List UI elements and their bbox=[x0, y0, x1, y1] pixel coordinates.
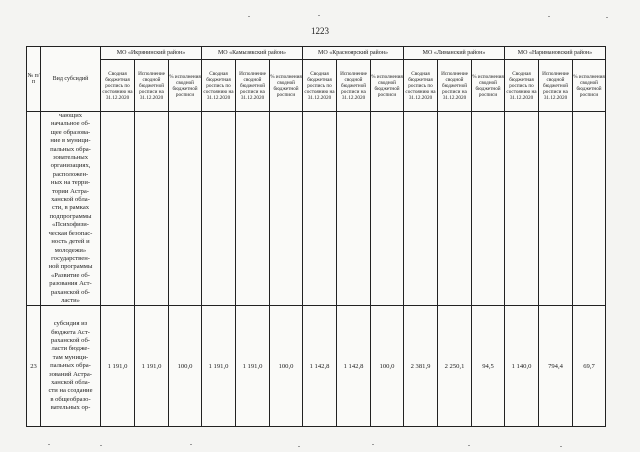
group-header: МО «Лиманский район» bbox=[404, 47, 505, 60]
value-cell: 1 191,0 bbox=[236, 306, 270, 427]
speckle bbox=[560, 446, 562, 447]
value-cell bbox=[101, 112, 135, 306]
sub-header: Сводная бюджетная роспись по состоянию на 31.12.2020 bbox=[505, 60, 539, 112]
value-cell bbox=[337, 112, 371, 306]
sub-header: Исполнение сводной бюджетной росписи на 31.12.2020 bbox=[135, 60, 169, 112]
sub-header: % исполнения сводной бюджетной росписи bbox=[169, 60, 202, 112]
description-line: ческая безопас- bbox=[48, 229, 93, 237]
speckle bbox=[298, 446, 300, 447]
value-cell: 1 142,8 bbox=[303, 306, 337, 427]
value-cell bbox=[236, 112, 270, 306]
description-line: зовательных bbox=[52, 154, 88, 162]
description-line: организациях, bbox=[50, 162, 91, 170]
description-line: ласти» bbox=[61, 296, 80, 304]
value-cell bbox=[438, 112, 472, 306]
description-line: молодежи» bbox=[54, 246, 87, 254]
description-line: ной программы bbox=[48, 263, 93, 271]
row-number bbox=[27, 112, 41, 306]
group-header: МО «Икрянинский район» bbox=[101, 47, 202, 60]
description-line: начальное об- bbox=[50, 120, 91, 128]
description-line: тории Астра- bbox=[52, 187, 89, 195]
speckle bbox=[248, 16, 250, 17]
description-line: зований Астра- bbox=[49, 370, 92, 378]
subsidy-description bbox=[41, 112, 101, 306]
value-cell bbox=[539, 112, 573, 306]
value-cell: 1 191,0 bbox=[202, 306, 236, 427]
description-line: разования Аст- bbox=[49, 280, 92, 288]
sub-header: Сводная бюджетная роспись по состоянию на 31.12.2020 bbox=[303, 60, 337, 112]
description-line: пальных обра- bbox=[50, 362, 91, 370]
speckle bbox=[468, 445, 470, 446]
sub-header: Исполнение сводной бюджетной росписи на 31.12.2020 bbox=[337, 60, 371, 112]
value-cell: 100,0 bbox=[270, 306, 303, 427]
value-cell: 794,4 bbox=[539, 306, 573, 427]
description-line: бюджета Аст- bbox=[51, 328, 90, 336]
col-type-header: Вид субсидий bbox=[41, 47, 101, 112]
value-cell: 2 250,1 bbox=[438, 306, 472, 427]
value-cell: 1 191,0 bbox=[135, 306, 169, 427]
value-cell: 100,0 bbox=[371, 306, 404, 427]
description-line: пальных обра- bbox=[50, 145, 91, 153]
value-cell: 1 191,0 bbox=[101, 306, 135, 427]
sub-header: % исполнения сводной бюджетной росписи bbox=[472, 60, 505, 112]
value-cell: 1 140,0 bbox=[505, 306, 539, 427]
description-line: ных на терри- bbox=[50, 179, 91, 187]
page-number: 1223 bbox=[311, 26, 329, 36]
value-cell bbox=[303, 112, 337, 306]
description-line: «Психофизи- bbox=[52, 221, 89, 229]
speckle bbox=[372, 444, 374, 445]
speckle bbox=[190, 444, 192, 445]
speckle bbox=[606, 17, 608, 18]
description-line: субсидия из bbox=[53, 320, 88, 328]
description-line: «Развитие об- bbox=[51, 271, 90, 279]
sub-header: % исполнения сводной бюджетной росписи bbox=[371, 60, 404, 112]
description-line: ние в муници- bbox=[50, 137, 91, 145]
sub-header: Исполнение сводной бюджетной росписи на 31.12.2020 bbox=[236, 60, 270, 112]
value-cell bbox=[270, 112, 303, 306]
sub-header: Исполнение сводной бюджетной росписи на 31.12.2020 bbox=[438, 60, 472, 112]
description-line: ласти бюдже- bbox=[51, 345, 90, 353]
speckle bbox=[48, 444, 50, 445]
group-header: МО «Наримановский район» bbox=[505, 47, 606, 60]
description-line: ханской обла- bbox=[51, 378, 90, 386]
speckle bbox=[318, 15, 320, 16]
value-cell bbox=[404, 112, 438, 306]
speckle bbox=[100, 445, 102, 446]
speckle bbox=[548, 16, 550, 17]
description-line: подпрограммы bbox=[49, 212, 92, 220]
value-cell: 69,7 bbox=[573, 306, 606, 427]
description-line: в общеобразо- bbox=[50, 395, 91, 403]
sub-header: Сводная бюджетная роспись по состоянию на 31.12.2020 bbox=[202, 60, 236, 112]
value-cell: 100,0 bbox=[169, 306, 202, 427]
description-line: расположен- bbox=[52, 170, 89, 178]
description-line: ханской обла- bbox=[51, 196, 90, 204]
description-line: ность детей и bbox=[51, 238, 90, 246]
description-line: сти, в рамках bbox=[51, 204, 90, 212]
description-line: вательных ор- bbox=[50, 404, 91, 412]
value-cell bbox=[472, 112, 505, 306]
sub-header: Сводная бюджетная роспись по состоянию на 31.12.2020 bbox=[404, 60, 438, 112]
value-cell: 2 381,9 bbox=[404, 306, 438, 427]
col-number-header: № п/п bbox=[27, 47, 41, 112]
row-number: 23 bbox=[27, 306, 41, 427]
sub-header: Исполнение сводной бюджетной росписи на 31.12.2020 bbox=[539, 60, 573, 112]
subsidy-table bbox=[26, 46, 606, 427]
sub-header: % исполнения сводной бюджетной росписи bbox=[573, 60, 606, 112]
description-line: раханской об- bbox=[50, 288, 90, 296]
value-cell bbox=[135, 112, 169, 306]
value-cell bbox=[169, 112, 202, 306]
description-line: там муници- bbox=[52, 353, 89, 361]
value-cell bbox=[505, 112, 539, 306]
sub-header: Сводная бюджетная роспись по состоянию на 31.12.2020 bbox=[101, 60, 135, 112]
value-cell: 1 142,8 bbox=[337, 306, 371, 427]
description-line: щее образова- bbox=[50, 128, 91, 136]
description-line: чающих bbox=[58, 112, 83, 119]
group-header: МО «Красноярский район» bbox=[303, 47, 404, 60]
description-line: государствен- bbox=[51, 254, 90, 262]
sub-header: % исполнения сводной бюджетной росписи bbox=[270, 60, 303, 112]
value-cell: 94,5 bbox=[472, 306, 505, 427]
subsidy-description bbox=[41, 306, 101, 427]
group-header: МО «Камызякский район» bbox=[202, 47, 303, 60]
description-line: сти на создание bbox=[48, 387, 93, 395]
value-cell bbox=[573, 112, 606, 306]
value-cell bbox=[371, 112, 404, 306]
value-cell bbox=[202, 112, 236, 306]
description-line: раханской об- bbox=[50, 336, 90, 344]
